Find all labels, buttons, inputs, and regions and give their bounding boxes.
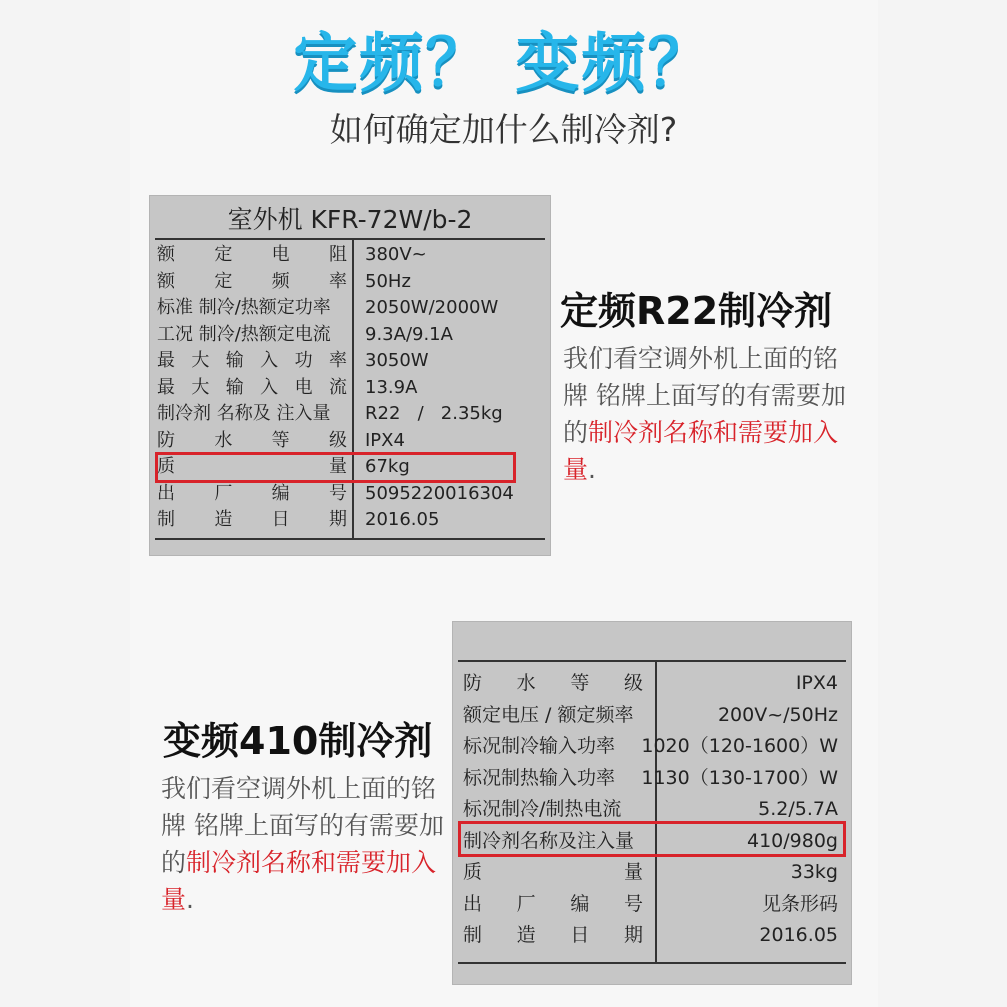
row-value: 见条形码 bbox=[761, 892, 838, 915]
row-value: 67kg bbox=[365, 456, 410, 477]
label-char: 大 bbox=[191, 350, 210, 371]
label-char: 造 bbox=[516, 924, 536, 946]
row-label bbox=[463, 889, 643, 919]
label-char: 制 bbox=[157, 509, 175, 530]
label-char: 流 bbox=[328, 376, 347, 398]
nameplate-row bbox=[458, 920, 846, 950]
nameplate-row bbox=[458, 857, 846, 887]
nameplate-row bbox=[155, 507, 545, 534]
label-char: 额 bbox=[157, 244, 175, 265]
row-label bbox=[463, 794, 643, 824]
label-char: 等 bbox=[271, 429, 290, 451]
row-label bbox=[157, 428, 347, 455]
label-char: 级 bbox=[328, 429, 347, 451]
label-char: 制冷剂名称及注入量 bbox=[463, 829, 635, 852]
label-char: 功 bbox=[294, 350, 313, 371]
row-label bbox=[463, 763, 643, 793]
label-char: 入 bbox=[260, 350, 279, 371]
nameplate-row bbox=[155, 401, 545, 428]
row-label bbox=[157, 454, 347, 481]
row-label bbox=[463, 731, 643, 761]
nameplate-row bbox=[458, 826, 846, 856]
row-value: 2016.05 bbox=[759, 924, 838, 946]
row-value: 50Hz bbox=[365, 270, 411, 292]
row-value: 200V~/50Hz bbox=[717, 703, 838, 726]
row-value: 380V~ bbox=[365, 244, 427, 265]
row-label bbox=[157, 481, 347, 508]
label-char: 质 bbox=[463, 861, 483, 883]
row-label bbox=[463, 700, 643, 730]
nameplate-header: 室外机 KFR-72W/b-2 bbox=[227, 205, 473, 234]
nameplate-table bbox=[155, 238, 545, 540]
label-char: 号 bbox=[623, 892, 643, 915]
label-char: 大 bbox=[191, 376, 210, 398]
label-char: 级 bbox=[623, 672, 643, 694]
label-char: 出 bbox=[157, 482, 175, 504]
row-value: 5095220016304 bbox=[365, 482, 514, 504]
label-char: 标况制热输入功率 bbox=[463, 766, 616, 789]
nameplate-row bbox=[155, 428, 545, 455]
label-char: 防 bbox=[463, 672, 483, 694]
row-label bbox=[157, 401, 347, 428]
label-char: 等 bbox=[570, 672, 590, 694]
label-char: 期 bbox=[623, 924, 643, 946]
nameplate-row bbox=[458, 668, 846, 698]
label-char: 标况制冷输入功率 bbox=[463, 735, 616, 757]
label-char: 制冷剂 名称及 注入量 bbox=[157, 403, 331, 424]
label-char: 最 bbox=[157, 376, 175, 398]
label-char: 日 bbox=[271, 509, 290, 530]
label-char: 率 bbox=[328, 270, 347, 292]
page-subtitle: 如何确定加什么制冷剂? bbox=[329, 110, 678, 149]
label-char: 定 bbox=[214, 244, 233, 265]
nameplate-table bbox=[458, 660, 846, 964]
label-char: 号 bbox=[328, 482, 347, 504]
page-title: 定频？ 变频？ bbox=[293, 27, 714, 101]
label-char: 出 bbox=[463, 892, 483, 915]
label-char: 入 bbox=[260, 376, 279, 398]
label-char: 质 bbox=[157, 456, 175, 477]
nameplate-row bbox=[155, 322, 545, 349]
label-char: 定 bbox=[214, 270, 233, 292]
label-char: 制 bbox=[463, 924, 483, 946]
row-value: 410/980g bbox=[747, 829, 838, 852]
label-char: 量 bbox=[623, 861, 643, 883]
nameplate-row bbox=[155, 269, 545, 296]
row-value: 13.9A bbox=[365, 376, 418, 398]
label-char: 水 bbox=[516, 672, 536, 694]
label-char: 输 bbox=[225, 350, 244, 371]
nameplate-row bbox=[155, 242, 545, 269]
label-char: 额定电压 / 额定频率 bbox=[463, 703, 634, 726]
row-label bbox=[463, 826, 643, 856]
label-char: 频 bbox=[271, 270, 290, 292]
label-char: 水 bbox=[214, 429, 233, 451]
label-char: 电 bbox=[271, 244, 290, 265]
nameplate-inverter bbox=[452, 621, 852, 985]
row-value: 2016.05 bbox=[365, 509, 440, 530]
inverter-description bbox=[161, 770, 451, 918]
inverter-heading: 变频410制冷剂 bbox=[163, 719, 433, 763]
row-value: 5.2/5.7A bbox=[758, 798, 838, 820]
row-value: R22 / 2.35kg bbox=[365, 403, 503, 424]
label-char: 额 bbox=[157, 270, 175, 292]
nameplate-row bbox=[458, 700, 846, 730]
label-char: 标准 制冷/热额定功率 bbox=[157, 297, 331, 318]
label-char: 率 bbox=[328, 350, 347, 371]
row-value: IPX4 bbox=[795, 672, 838, 694]
row-value: 1130（130-1700）W bbox=[641, 766, 838, 789]
description-highlight-text: 制冷剂名称和需要加入量 bbox=[161, 848, 437, 914]
description-highlight-text: 制冷剂名称和需要加入量 bbox=[563, 418, 839, 484]
row-label bbox=[157, 322, 347, 349]
label-char: 电 bbox=[294, 376, 313, 398]
row-label bbox=[157, 375, 347, 402]
label-char: 量 bbox=[329, 456, 347, 477]
nameplate-row bbox=[155, 295, 545, 322]
label-char: 编 bbox=[271, 482, 290, 504]
label-char: 工况 制冷/热额定电流 bbox=[157, 323, 331, 345]
label-char: 期 bbox=[328, 509, 347, 530]
nameplate-row bbox=[155, 454, 545, 481]
label-char: 防 bbox=[157, 429, 175, 451]
row-label bbox=[157, 295, 347, 322]
row-value: 33kg bbox=[790, 861, 838, 883]
description-end: . bbox=[588, 455, 596, 484]
label-char: 最 bbox=[157, 350, 175, 371]
label-char: 厂 bbox=[516, 892, 536, 915]
row-value: 1020（120-1600）W bbox=[641, 735, 838, 757]
label-char: 日 bbox=[570, 924, 590, 946]
row-label bbox=[157, 507, 347, 534]
description-text: 我们看空调外机上面的铭牌 铭牌上面写的有需要加的 bbox=[161, 774, 444, 877]
label-char: 输 bbox=[225, 376, 244, 398]
nameplate-fixed-frequency bbox=[149, 195, 551, 556]
label-char: 编 bbox=[570, 892, 590, 915]
row-label bbox=[157, 242, 347, 269]
row-label bbox=[157, 269, 347, 296]
row-label bbox=[463, 668, 643, 698]
row-value: IPX4 bbox=[365, 429, 405, 451]
nameplate-row bbox=[155, 348, 545, 375]
label-char: 造 bbox=[214, 509, 233, 530]
nameplate-row bbox=[458, 763, 846, 793]
row-label bbox=[463, 920, 643, 950]
fixed-frequency-heading: 定频R22制冷剂 bbox=[560, 289, 833, 333]
label-char: 标况制冷/制热电流 bbox=[463, 798, 622, 820]
row-label bbox=[463, 857, 643, 887]
nameplate-row bbox=[458, 794, 846, 824]
row-value: 9.3A/9.1A bbox=[365, 323, 453, 345]
row-label bbox=[157, 348, 347, 375]
nameplate-row bbox=[155, 481, 545, 508]
label-char: 阻 bbox=[328, 244, 347, 265]
description-text: 我们看空调外机上面的铭牌 铭牌上面写的有需要加的 bbox=[563, 344, 846, 447]
label-char: 厂 bbox=[214, 482, 233, 504]
description-end: . bbox=[186, 885, 194, 914]
nameplate-row bbox=[458, 731, 846, 761]
row-value: 3050W bbox=[365, 350, 429, 371]
row-value: 2050W/2000W bbox=[365, 297, 499, 318]
nameplate-row bbox=[155, 375, 545, 402]
fixed-frequency-description bbox=[563, 340, 853, 488]
nameplate-row bbox=[458, 889, 846, 919]
